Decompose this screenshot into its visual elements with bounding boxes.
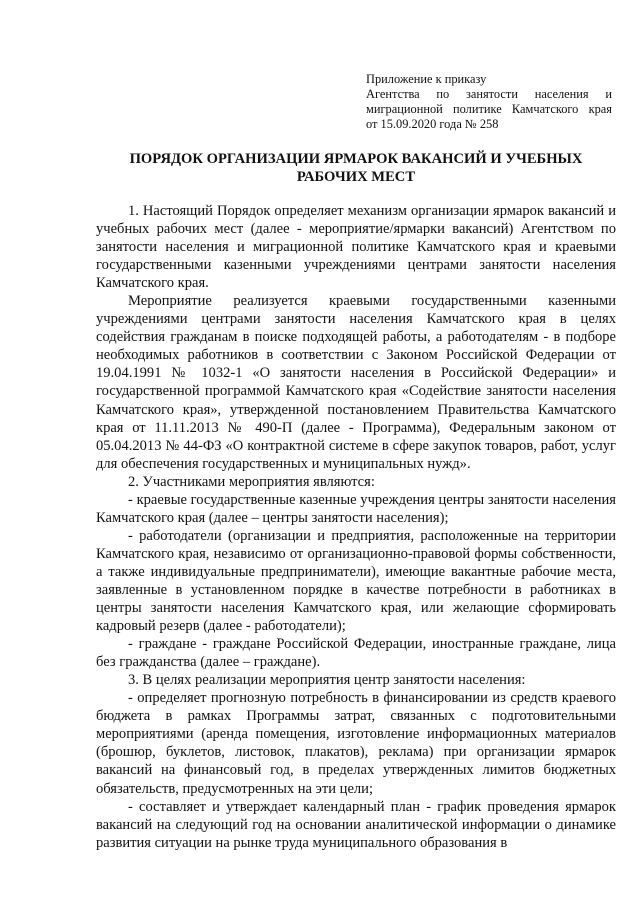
appendix-line: Агентства по занятости населения и xyxy=(366,87,612,101)
paragraph: Мероприятие реализуется краевыми государственными казенными учреждениями центрами занятости населения Камчатского края в целях содействия гражданам в поиске подходящей работы, а работодателям - в подборе необходимых работников в соответствии с Законом Российской Федерации от 19.04.1991 № 1032-1 «О занятости населения в Российской Федерации» и государственной программой Камчатского края «Содействие занятости населения Камчатского края», утвержденной постановлением Правительства Камчатского края от 11.11.2013 № 490-П (далее - Программа), Федеральным законом от 05.04.2013 № 44-ФЗ «О контрактной системе в сфере закупок товаров, работ, услуг для обеспечения государственных и муниципальных нужд». xyxy=(96,293,616,472)
appendix-note xyxy=(366,72,612,132)
title-line: РАБОЧИХ МЕСТ xyxy=(296,169,416,185)
document-body xyxy=(96,202,616,852)
paragraph: - определяет прогнозную потребность в финансировании из средств краевого бюджета в рамках Программы затрат, связанных с подготовительными мероприятиями (аренда помещения, изготовление информационных материалов (брошюр, буклетов, листовок, плакатов), реклама) при организации ярмарок вакансий на финансовый год, в пределах утвержденных лимитов бюджетных обязательств, предусмотренных на эти цели; xyxy=(96,690,616,797)
paragraph: - составляет и утверждает календарный план - график проведения ярмарок вакансий на следующий год на основании аналитической информации о динамике развития ситуации на рынке труда муниципального образования в xyxy=(96,798,616,851)
appendix-line: Приложение к приказу xyxy=(366,72,487,86)
title-line: ПОРЯДОК ОРГАНИЗАЦИИ ЯРМАРОК ВАКАНСИЙ И УЧЕБНЫХ xyxy=(129,151,583,167)
appendix-line: миграционной политике Камчатского края xyxy=(366,102,612,116)
paragraph: - краевые государственные казенные учреждения центры занятости населения Камчатского края (далее – центры занятости населения); xyxy=(96,491,616,526)
document-title xyxy=(96,150,616,186)
paragraph: 2. Участниками мероприятия являются: xyxy=(128,473,375,490)
paragraph: 3. В целях реализации мероприятия центр занятости населения: xyxy=(128,672,526,689)
paragraph: 1. Настоящий Порядок определяет механизм организации ярмарок вакансий и учебных рабочих мест (далее - мероприятие/ярмарки вакансий) Агентством по занятости населения и миграционной политике Камчатского края и краевыми государственными казенными учреждениями центрами занятости населения Камчатского края. xyxy=(96,203,616,292)
paragraph: - работодатели (организации и предприятия, расположенные на территории Камчатского края, независимо от организационно-правовой формы собственности, а также индивидуальные предприниматели), имеющие вакантные рабочие места, заявленные в установленном порядке в качестве потребности в работниках в центры занятости населения Камчатского края, или желающие сформировать кадровый резерв (далее - работодатели); xyxy=(96,527,616,635)
paragraph: - граждане - граждане Российской Федерации, иностранные граждане, лица без гражданства (далее – граждане). xyxy=(96,636,616,671)
appendix-line: от 15.09.2020 года № 258 xyxy=(366,117,499,131)
